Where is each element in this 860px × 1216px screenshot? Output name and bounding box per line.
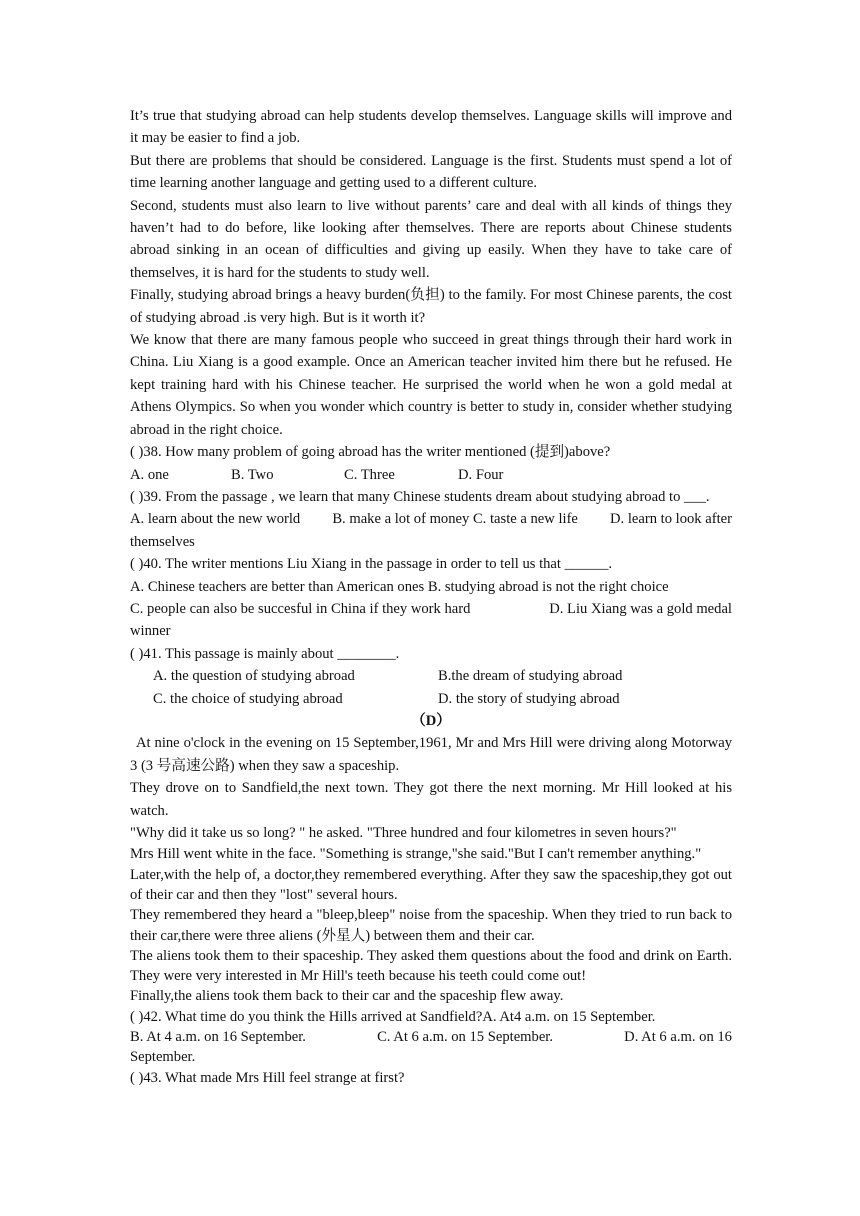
passage-c-paragraph: But there are problems that should be considered. Language is the first. Students must spend a lot of time learning another language and getting used to a different culture. bbox=[130, 152, 732, 192]
question-41-stem: ( )41. This passage is mainly about ________. bbox=[130, 645, 400, 662]
question-38-options bbox=[130, 464, 732, 486]
option-c: C. people can also be succesful in China if they work hard bbox=[130, 600, 471, 617]
passage-c-paragraph: We know that there are many famous people who succeed in great things through their hard work in China. Liu Xiang is a good example. Once an American teacher invited him there but he refused. He kept training hard with his Chinese teacher. He surprised the world when he won a gold medal at Athens Olympics. So when you wonder which country is better to study in, consider whether studying abroad in the right choice. bbox=[130, 332, 732, 438]
option-b: B.the dream of studying abroad bbox=[438, 668, 623, 685]
option-a: A. one bbox=[130, 466, 169, 483]
option-b: B. At 4 a.m. on 16 September. bbox=[130, 1029, 306, 1046]
option-b-c: B. make a lot of money C. taste a new life bbox=[332, 511, 578, 528]
document-page bbox=[130, 105, 732, 1088]
passage-c-paragraph: Finally, studying abroad brings a heavy burden(负担) to the family. For most Chinese parents, the cost of studying abroad .is very high. But is it worth it? bbox=[130, 287, 732, 326]
question-40-options-cd bbox=[130, 598, 732, 620]
question-40-options-tail: winner bbox=[130, 623, 171, 640]
question-39-options bbox=[130, 508, 732, 530]
option-d: D. Four bbox=[458, 466, 504, 483]
option-a: A. the question of studying abroad bbox=[153, 668, 355, 685]
question-42-options-tail: September. bbox=[130, 1049, 196, 1066]
question-41-options-cd bbox=[130, 688, 732, 710]
question-38-stem: ( )38. How many problem of going abroad has the writer mentioned (提到)above? bbox=[130, 444, 611, 461]
question-39-stem: ( )39. From the passage , we learn that many Chinese students dream about studying abroad to ___. bbox=[130, 488, 710, 505]
passage-d-paragraph: They drove on to Sandfield,the next town. They got there the next morning. Mr Hill looked at his watch. bbox=[130, 780, 732, 819]
passage-d-paragraph: Finally,the aliens took them back to their car and the spaceship flew away. bbox=[130, 988, 564, 1005]
question-43-stem: ( )43. What made Mrs Hill feel strange at first? bbox=[130, 1069, 405, 1086]
question-41-options-ab bbox=[130, 665, 732, 687]
question-39-options-tail: themselves bbox=[130, 533, 195, 550]
option-c: C. At 6 a.m. on 15 September. bbox=[377, 1029, 554, 1046]
question-42-stem: ( )42. What time do you think the Hills arrived at Sandfield?A. At4 a.m. on 15 September. bbox=[130, 1008, 656, 1025]
passage-d-paragraph: The aliens took them to their spaceship. They asked them questions about the food and drink on Earth. They were very interested in Mr Hill's teeth because his teeth could come out! bbox=[130, 947, 732, 985]
passage-c-paragraph: Second, students must also learn to live without parents’ care and deal with all kinds of things they haven’t had to do before, like looking after themselves. There are reports about Chinese students abroad sinking in an ocean of difficulties and giving up easily. When they have to take care of themselves, it is hard for the students to study well. bbox=[130, 197, 732, 281]
question-40-stem: ( )40. The writer mentions Liu Xiang in the passage in order to tell us that ______. bbox=[130, 556, 613, 573]
question-42-options bbox=[130, 1027, 732, 1047]
section-d-heading: （D） bbox=[411, 712, 451, 729]
passage-d-paragraph: Mrs Hill went white in the face. "Something is strange,"she said."But I can't remember anything." bbox=[130, 846, 702, 863]
passage-c-paragraph: It’s true that studying abroad can help students develop themselves. Language skills will improve and it may be easier to find a job. bbox=[130, 108, 732, 147]
option-c: C. Three bbox=[344, 466, 395, 483]
option-d: D. the story of studying abroad bbox=[438, 690, 620, 707]
passage-d-paragraph: At nine o'clock in the evening on 15 September,1961, Mr and Mrs Hill were driving along Motorway 3 (3 号高速公路) when they saw a spaceship. bbox=[130, 735, 732, 774]
passage-d-paragraph: "Why did it take us so long? " he asked. "Three hundred and four kilometres in seven hours?" bbox=[130, 825, 677, 841]
option-a: A. learn about the new world bbox=[130, 511, 301, 528]
question-40-options-ab: A. Chinese teachers are better than American ones B. studying abroad is not the right choice bbox=[130, 578, 669, 595]
option-d: D. learn to look after bbox=[610, 511, 732, 528]
option-d: D. Liu Xiang was a gold medal bbox=[549, 600, 732, 617]
option-c: C. the choice of studying abroad bbox=[153, 690, 343, 707]
option-b: B. Two bbox=[231, 466, 274, 483]
option-d: D. At 6 a.m. on 16 bbox=[624, 1029, 732, 1046]
passage-d-paragraph: They remembered they heard a "bleep,bleep" noise from the spaceship. When they tried to run back to their car,there were three aliens (外星人) between them and their car. bbox=[130, 907, 732, 944]
passage-d-paragraph: Later,with the help of, a doctor,they remembered everything. After they saw the spaceship,they got out of their car and then they "lost" several hours. bbox=[130, 866, 732, 903]
